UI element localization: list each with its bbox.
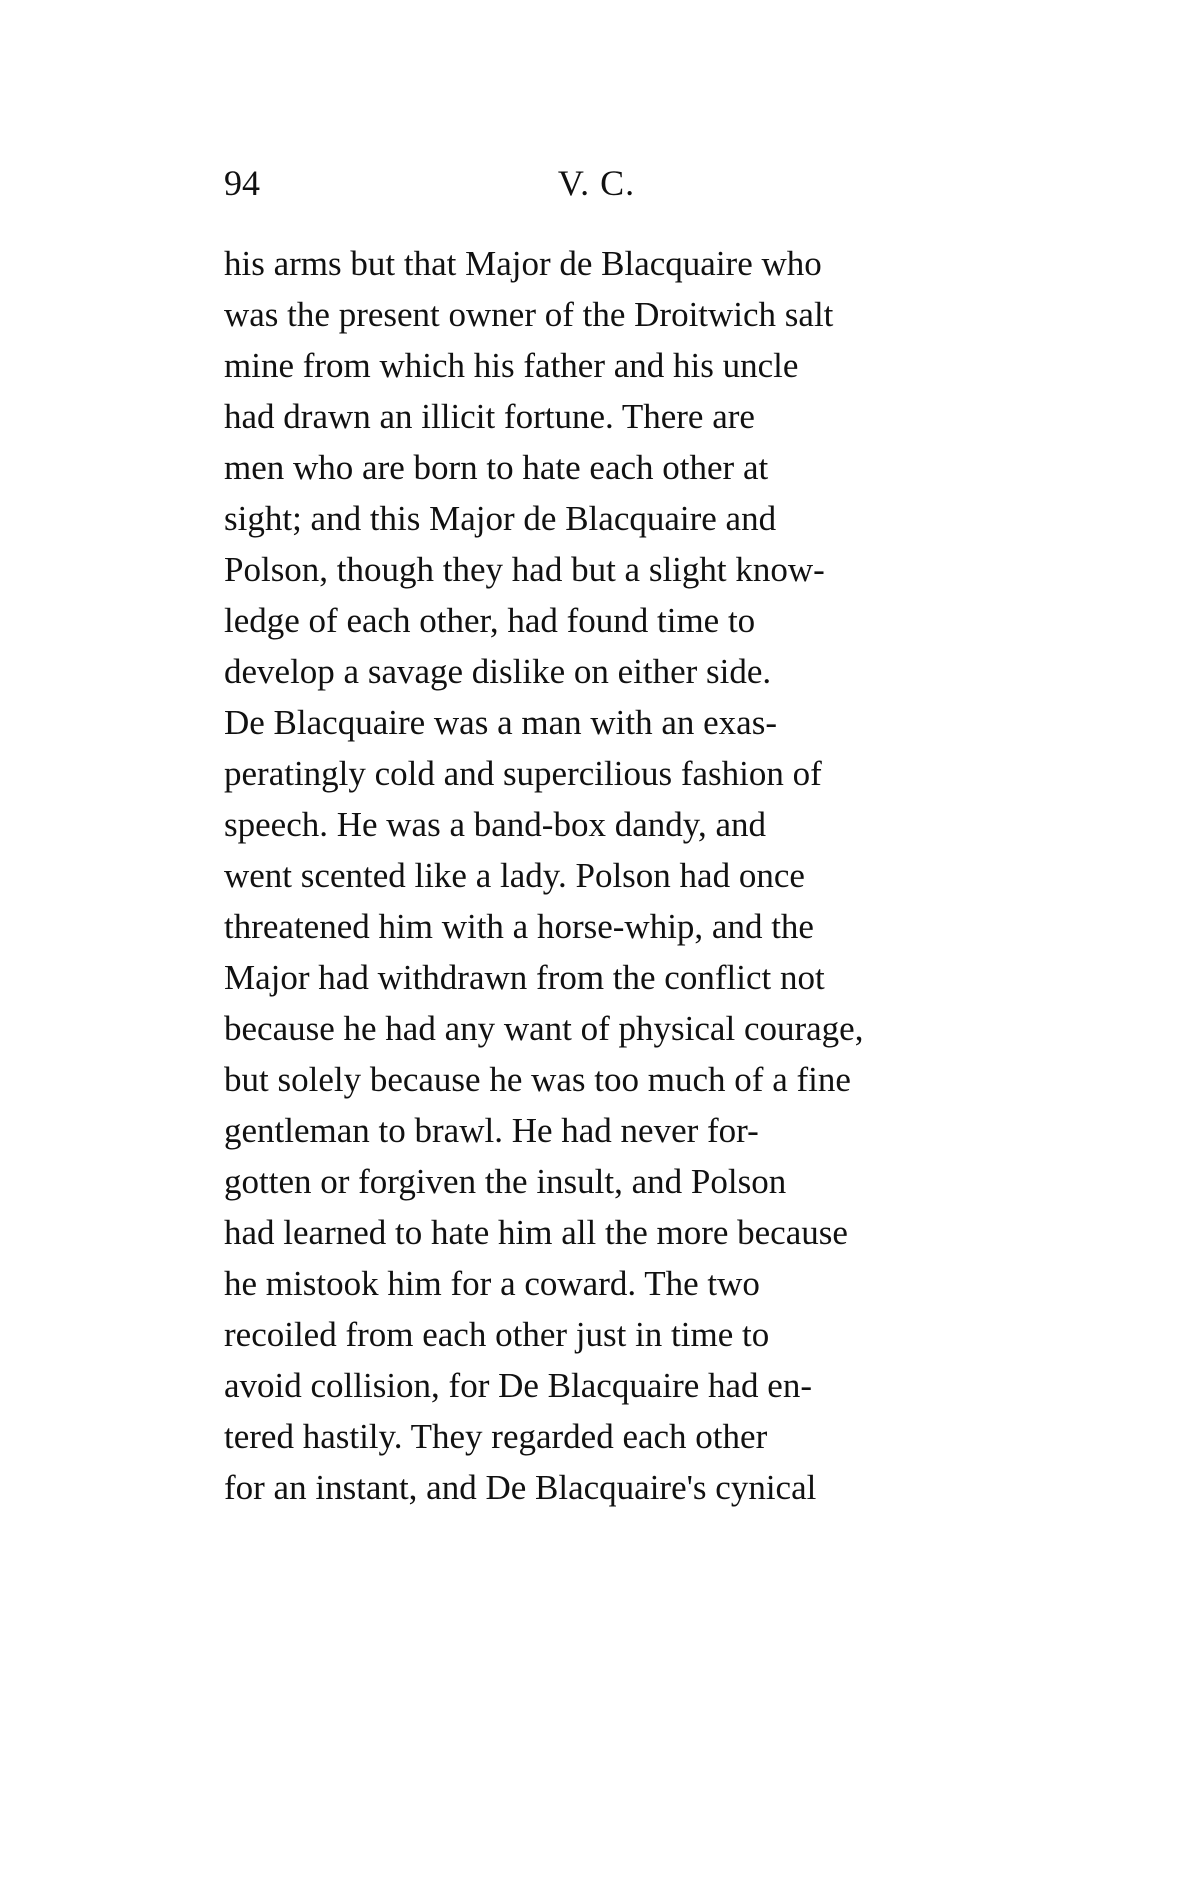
text-line: tered hastily. They regarded each other [224, 1417, 768, 1456]
text-line: his arms but that Major de Blacquaire who [224, 244, 822, 283]
text-line: Polson, though they had but a slight know- [224, 550, 825, 589]
text-line: avoid collision, for De Blacquaire had en- [224, 1366, 812, 1405]
text-line: had learned to hate him all the more because [224, 1213, 848, 1252]
text-line: peratingly cold and supercilious fashion of [224, 754, 822, 793]
text-line: had drawn an illicit fortune. There are [224, 397, 755, 436]
text-line: ledge of each other, had found time to [224, 601, 756, 640]
text-line: mine from which his father and his uncle [224, 346, 799, 385]
page-number: 94 [224, 163, 260, 203]
text-line: recoiled from each other just in time to [224, 1315, 770, 1354]
text-line: Major had withdrawn from the conflict not [224, 958, 825, 997]
text-line: for an instant, and De Blacquaire's cynical [224, 1468, 817, 1507]
text-line: men who are born to hate each other at [224, 448, 769, 487]
page-header [224, 158, 969, 208]
text-line: De Blacquaire was a man with an exas- [224, 703, 777, 742]
text-line: he mistook him for a coward. The two [224, 1264, 760, 1303]
text-line: speech. He was a band-box dandy, and [224, 805, 766, 844]
running-head: V. C. [557, 163, 636, 203]
text-line: went scented like a lady. Polson had once [224, 856, 805, 895]
text-line: gentleman to brawl. He had never for- [224, 1111, 759, 1150]
text-line: because he had any want of physical courage, [224, 1009, 864, 1048]
text-line: develop a savage dislike on either side. [224, 652, 772, 691]
text-line: threatened him with a horse-whip, and the [224, 907, 814, 946]
text-line: was the present owner of the Droitwich salt [224, 295, 834, 334]
text-line: gotten or forgiven the insult, and Polson [224, 1162, 787, 1201]
body-text [224, 238, 969, 1513]
text-line: but solely because he was too much of a fine [224, 1060, 851, 1099]
text-line: sight; and this Major de Blacquaire and [224, 499, 777, 538]
